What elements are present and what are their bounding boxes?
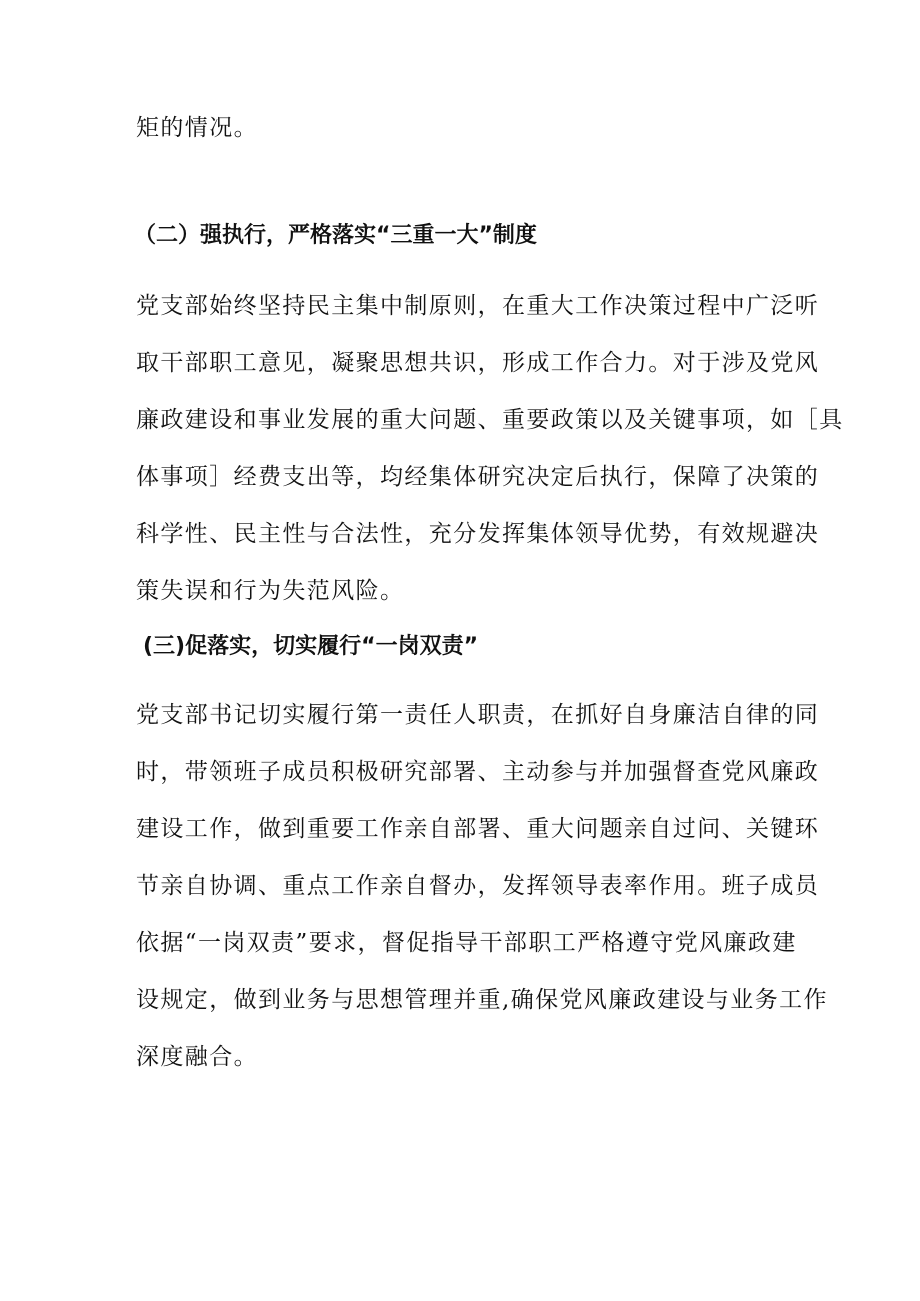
paragraph-line: 党支部始终坚持民主集中制原则，在重大工作决策过程中广泛听 — [136, 293, 820, 319]
paragraph-line: 节亲自协调、重点工作亲自督办，发挥领导表率作用。班子成员 — [136, 873, 820, 899]
paragraph-line: 党支部书记切实履行第一责任人职责，在抓好自身廉洁自律的同 — [136, 702, 820, 728]
paragraph-line: 深度融合。 — [136, 1044, 258, 1070]
paragraph-line: 廉政建设和事业发展的重大问题、重要政策以及关键事项，如［具 — [136, 407, 844, 433]
section-heading-2: （二）强执行，严格落实“三重一大”制度 — [134, 223, 537, 248]
paragraph-line: 时，带领班子成员积极研究部署、主动参与并加强督查党风廉政 — [136, 759, 820, 785]
paragraph-line: 策失误和行为失范风险。 — [136, 578, 405, 604]
paragraph-line: 建设工作，做到重要工作亲自部署、重大问题亲自过问、关键环 — [136, 816, 820, 842]
paragraph-line: 体事项］经费支出等，均经集体研究决定后执行，保障了决策的 — [136, 464, 820, 490]
paragraph-line: 科学性、民主性与合法性，充分发挥集体领导优势，有效规避决 — [136, 521, 820, 547]
paragraph-line: 矩的情况。 — [136, 115, 258, 141]
paragraph-line: 取干部职工意见，凝聚思想共识，形成工作合力。对于涉及党风 — [136, 350, 820, 376]
paragraph-line: 依据“一岗双责”要求，督促指导干部职工严格遵守党风廉政建 — [136, 930, 797, 956]
paragraph-line: 设规定，做到业务与思想管理并重,确保党风廉政建设与业务工作 — [136, 987, 828, 1013]
section-heading-3: (三)促落实，切实履行“一岗双责” — [143, 634, 479, 659]
